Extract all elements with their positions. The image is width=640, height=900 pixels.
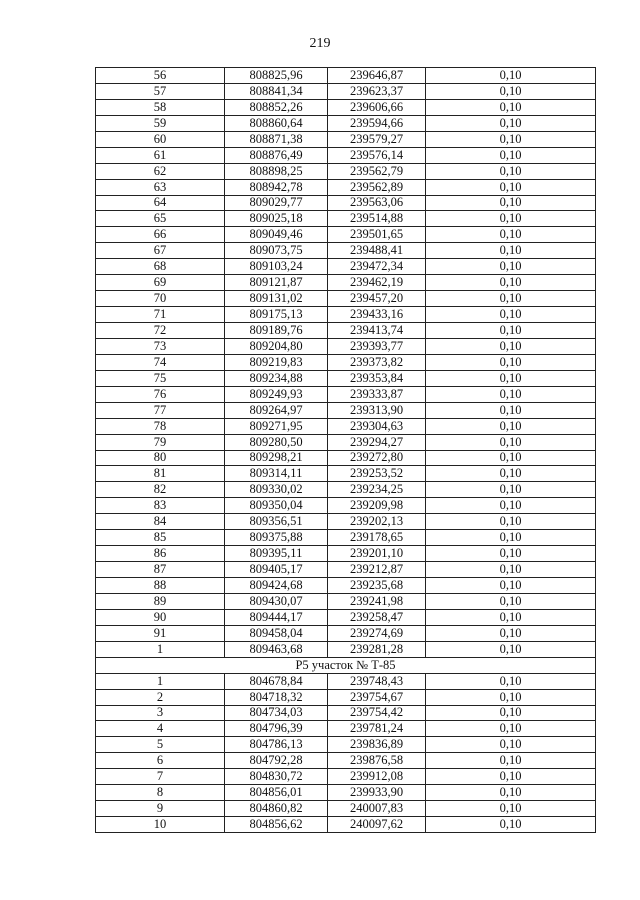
- accuracy-cell: 0,10: [426, 737, 596, 753]
- x-coordinate-cell: 804678,84: [225, 673, 328, 689]
- point-number-cell: 89: [96, 593, 225, 609]
- table-row: [96, 275, 596, 291]
- accuracy-cell: 0,10: [426, 259, 596, 275]
- table-row: [96, 705, 596, 721]
- accuracy-cell: 0,10: [426, 593, 596, 609]
- x-coordinate-cell: 809405,17: [225, 562, 328, 578]
- table-row: [96, 83, 596, 99]
- y-coordinate-cell: 239333,87: [328, 386, 426, 402]
- table-row: [96, 578, 596, 594]
- x-coordinate-cell: 808876,49: [225, 147, 328, 163]
- point-number-cell: 73: [96, 338, 225, 354]
- x-coordinate-cell: 804796,39: [225, 721, 328, 737]
- point-number-cell: 86: [96, 546, 225, 562]
- table-row: [96, 625, 596, 641]
- point-number-cell: 64: [96, 195, 225, 211]
- x-coordinate-cell: 809189,76: [225, 323, 328, 339]
- y-coordinate-cell: 239562,89: [328, 179, 426, 195]
- y-coordinate-cell: 239594,66: [328, 115, 426, 131]
- point-number-cell: 77: [96, 402, 225, 418]
- y-coordinate-cell: 239304,63: [328, 418, 426, 434]
- table-row: [96, 195, 596, 211]
- x-coordinate-cell: 804734,03: [225, 705, 328, 721]
- point-number-cell: 87: [96, 562, 225, 578]
- accuracy-cell: 0,10: [426, 466, 596, 482]
- y-coordinate-cell: 239876,58: [328, 753, 426, 769]
- accuracy-cell: 0,10: [426, 769, 596, 785]
- section-header-row: [96, 657, 596, 673]
- section-title: Р5 участок № Т-85: [96, 657, 596, 673]
- accuracy-cell: 0,10: [426, 562, 596, 578]
- y-coordinate-cell: 239576,14: [328, 147, 426, 163]
- point-number-cell: 63: [96, 179, 225, 195]
- point-number-cell: 62: [96, 163, 225, 179]
- x-coordinate-cell: 809356,51: [225, 514, 328, 530]
- x-coordinate-cell: 809219,83: [225, 354, 328, 370]
- point-number-cell: 83: [96, 498, 225, 514]
- table-row: [96, 450, 596, 466]
- accuracy-cell: 0,10: [426, 753, 596, 769]
- accuracy-cell: 0,10: [426, 179, 596, 195]
- table-row: [96, 402, 596, 418]
- x-coordinate-cell: 804786,13: [225, 737, 328, 753]
- x-coordinate-cell: 809350,04: [225, 498, 328, 514]
- point-number-cell: 82: [96, 482, 225, 498]
- point-number-cell: 71: [96, 307, 225, 323]
- y-coordinate-cell: 239274,69: [328, 625, 426, 641]
- accuracy-cell: 0,10: [426, 370, 596, 386]
- table-row: [96, 370, 596, 386]
- accuracy-cell: 0,10: [426, 817, 596, 833]
- y-coordinate-cell: 239562,79: [328, 163, 426, 179]
- y-coordinate-cell: 239462,19: [328, 275, 426, 291]
- y-coordinate-cell: 239754,67: [328, 689, 426, 705]
- accuracy-cell: 0,10: [426, 147, 596, 163]
- accuracy-cell: 0,10: [426, 211, 596, 227]
- x-coordinate-cell: 808841,34: [225, 83, 328, 99]
- table-row: [96, 68, 596, 84]
- point-number-cell: 4: [96, 721, 225, 737]
- x-coordinate-cell: 809298,21: [225, 450, 328, 466]
- table-row: [96, 418, 596, 434]
- y-coordinate-cell: 239373,82: [328, 354, 426, 370]
- table-row: [96, 338, 596, 354]
- x-coordinate-cell: 808871,38: [225, 131, 328, 147]
- accuracy-cell: 0,10: [426, 641, 596, 657]
- coordinates-table: [95, 67, 596, 833]
- point-number-cell: 60: [96, 131, 225, 147]
- x-coordinate-cell: 809444,17: [225, 609, 328, 625]
- x-coordinate-cell: 809424,68: [225, 578, 328, 594]
- x-coordinate-cell: 804830,72: [225, 769, 328, 785]
- x-coordinate-cell: 808860,64: [225, 115, 328, 131]
- accuracy-cell: 0,10: [426, 705, 596, 721]
- table-row: [96, 721, 596, 737]
- point-number-cell: 68: [96, 259, 225, 275]
- accuracy-cell: 0,10: [426, 131, 596, 147]
- point-number-cell: 78: [96, 418, 225, 434]
- y-coordinate-cell: 239281,28: [328, 641, 426, 657]
- accuracy-cell: 0,10: [426, 673, 596, 689]
- y-coordinate-cell: 239754,42: [328, 705, 426, 721]
- x-coordinate-cell: 808852,26: [225, 99, 328, 115]
- x-coordinate-cell: 809458,04: [225, 625, 328, 641]
- y-coordinate-cell: 239579,27: [328, 131, 426, 147]
- point-number-cell: 69: [96, 275, 225, 291]
- point-number-cell: 75: [96, 370, 225, 386]
- accuracy-cell: 0,10: [426, 578, 596, 594]
- table-row: [96, 354, 596, 370]
- table-row: [96, 737, 596, 753]
- table-row: [96, 147, 596, 163]
- table-row: [96, 769, 596, 785]
- point-number-cell: 79: [96, 434, 225, 450]
- point-number-cell: 56: [96, 68, 225, 84]
- page-number: 219: [309, 36, 331, 51]
- accuracy-cell: 0,10: [426, 323, 596, 339]
- x-coordinate-cell: 804856,62: [225, 817, 328, 833]
- y-coordinate-cell: 239606,66: [328, 99, 426, 115]
- point-number-cell: 91: [96, 625, 225, 641]
- table-row: [96, 291, 596, 307]
- accuracy-cell: 0,10: [426, 275, 596, 291]
- accuracy-cell: 0,10: [426, 689, 596, 705]
- accuracy-cell: 0,10: [426, 307, 596, 323]
- table-row: [96, 801, 596, 817]
- y-coordinate-cell: 239202,13: [328, 514, 426, 530]
- point-number-cell: 74: [96, 354, 225, 370]
- point-number-cell: 61: [96, 147, 225, 163]
- x-coordinate-cell: 809314,11: [225, 466, 328, 482]
- table-row: [96, 466, 596, 482]
- point-number-cell: 81: [96, 466, 225, 482]
- point-number-cell: 8: [96, 785, 225, 801]
- y-coordinate-cell: 239457,20: [328, 291, 426, 307]
- x-coordinate-cell: 809395,11: [225, 546, 328, 562]
- table-row: [96, 259, 596, 275]
- point-number-cell: 80: [96, 450, 225, 466]
- y-coordinate-cell: 239353,84: [328, 370, 426, 386]
- y-coordinate-cell: 239413,74: [328, 323, 426, 339]
- y-coordinate-cell: 239472,34: [328, 259, 426, 275]
- accuracy-cell: 0,10: [426, 498, 596, 514]
- y-coordinate-cell: 239178,65: [328, 530, 426, 546]
- y-coordinate-cell: 239272,80: [328, 450, 426, 466]
- accuracy-cell: 0,10: [426, 338, 596, 354]
- accuracy-cell: 0,10: [426, 163, 596, 179]
- table-row: [96, 131, 596, 147]
- y-coordinate-cell: 240007,83: [328, 801, 426, 817]
- point-number-cell: 72: [96, 323, 225, 339]
- x-coordinate-cell: 809103,24: [225, 259, 328, 275]
- table-row: [96, 530, 596, 546]
- table-row: [96, 386, 596, 402]
- accuracy-cell: 0,10: [426, 721, 596, 737]
- y-coordinate-cell: 239563,06: [328, 195, 426, 211]
- y-coordinate-cell: 239241,98: [328, 593, 426, 609]
- y-coordinate-cell: 239209,98: [328, 498, 426, 514]
- x-coordinate-cell: 809175,13: [225, 307, 328, 323]
- point-number-cell: 59: [96, 115, 225, 131]
- point-number-cell: 85: [96, 530, 225, 546]
- table-row: [96, 323, 596, 339]
- accuracy-cell: 0,10: [426, 450, 596, 466]
- table-row: [96, 609, 596, 625]
- x-coordinate-cell: 809121,87: [225, 275, 328, 291]
- y-coordinate-cell: 240097,62: [328, 817, 426, 833]
- accuracy-cell: 0,10: [426, 482, 596, 498]
- table-row: [96, 243, 596, 259]
- x-coordinate-cell: 808898,25: [225, 163, 328, 179]
- table-row: [96, 434, 596, 450]
- point-number-cell: 84: [96, 514, 225, 530]
- x-coordinate-cell: 809029,77: [225, 195, 328, 211]
- y-coordinate-cell: 239623,37: [328, 83, 426, 99]
- x-coordinate-cell: 809463,68: [225, 641, 328, 657]
- x-coordinate-cell: 804792,28: [225, 753, 328, 769]
- table-row: [96, 99, 596, 115]
- accuracy-cell: 0,10: [426, 68, 596, 84]
- y-coordinate-cell: 239294,27: [328, 434, 426, 450]
- table-row: [96, 514, 596, 530]
- table-row: [96, 115, 596, 131]
- x-coordinate-cell: 809234,88: [225, 370, 328, 386]
- table-row: [96, 163, 596, 179]
- point-number-cell: 10: [96, 817, 225, 833]
- x-coordinate-cell: 808825,96: [225, 68, 328, 84]
- x-coordinate-cell: 809073,75: [225, 243, 328, 259]
- table-row: [96, 753, 596, 769]
- accuracy-cell: 0,10: [426, 801, 596, 817]
- point-number-cell: 6: [96, 753, 225, 769]
- accuracy-cell: 0,10: [426, 227, 596, 243]
- table-row: [96, 546, 596, 562]
- x-coordinate-cell: 809430,07: [225, 593, 328, 609]
- table-row: [96, 562, 596, 578]
- table-row: [96, 785, 596, 801]
- x-coordinate-cell: 809249,93: [225, 386, 328, 402]
- y-coordinate-cell: 239912,08: [328, 769, 426, 785]
- x-coordinate-cell: 809204,80: [225, 338, 328, 354]
- x-coordinate-cell: 804860,82: [225, 801, 328, 817]
- x-coordinate-cell: 809271,95: [225, 418, 328, 434]
- accuracy-cell: 0,10: [426, 418, 596, 434]
- accuracy-cell: 0,10: [426, 546, 596, 562]
- y-coordinate-cell: 239201,10: [328, 546, 426, 562]
- accuracy-cell: 0,10: [426, 514, 596, 530]
- y-coordinate-cell: 239393,77: [328, 338, 426, 354]
- point-number-cell: 76: [96, 386, 225, 402]
- accuracy-cell: 0,10: [426, 386, 596, 402]
- y-coordinate-cell: 239781,24: [328, 721, 426, 737]
- y-coordinate-cell: 239933,90: [328, 785, 426, 801]
- x-coordinate-cell: 809375,88: [225, 530, 328, 546]
- y-coordinate-cell: 239433,16: [328, 307, 426, 323]
- y-coordinate-cell: 239836,89: [328, 737, 426, 753]
- table-row: [96, 227, 596, 243]
- table-row: [96, 641, 596, 657]
- table-row: [96, 817, 596, 833]
- accuracy-cell: 0,10: [426, 195, 596, 211]
- point-number-cell: 66: [96, 227, 225, 243]
- x-coordinate-cell: 809264,97: [225, 402, 328, 418]
- coordinates-table-body: [96, 68, 596, 833]
- accuracy-cell: 0,10: [426, 99, 596, 115]
- y-coordinate-cell: 239212,87: [328, 562, 426, 578]
- accuracy-cell: 0,10: [426, 530, 596, 546]
- table-row: [96, 482, 596, 498]
- accuracy-cell: 0,10: [426, 625, 596, 641]
- accuracy-cell: 0,10: [426, 83, 596, 99]
- x-coordinate-cell: 804856,01: [225, 785, 328, 801]
- accuracy-cell: 0,10: [426, 243, 596, 259]
- x-coordinate-cell: 809280,50: [225, 434, 328, 450]
- accuracy-cell: 0,10: [426, 785, 596, 801]
- table-row: [96, 689, 596, 705]
- y-coordinate-cell: 239514,88: [328, 211, 426, 227]
- x-coordinate-cell: 809025,18: [225, 211, 328, 227]
- x-coordinate-cell: 809049,46: [225, 227, 328, 243]
- y-coordinate-cell: 239646,87: [328, 68, 426, 84]
- accuracy-cell: 0,10: [426, 354, 596, 370]
- point-number-cell: 1: [96, 673, 225, 689]
- table-row: [96, 211, 596, 227]
- accuracy-cell: 0,10: [426, 291, 596, 307]
- y-coordinate-cell: 239258,47: [328, 609, 426, 625]
- accuracy-cell: 0,10: [426, 609, 596, 625]
- y-coordinate-cell: 239488,41: [328, 243, 426, 259]
- accuracy-cell: 0,10: [426, 402, 596, 418]
- table-row: [96, 593, 596, 609]
- table-row: [96, 179, 596, 195]
- y-coordinate-cell: 239235,68: [328, 578, 426, 594]
- point-number-cell: 65: [96, 211, 225, 227]
- point-number-cell: 2: [96, 689, 225, 705]
- point-number-cell: 7: [96, 769, 225, 785]
- y-coordinate-cell: 239748,43: [328, 673, 426, 689]
- point-number-cell: 70: [96, 291, 225, 307]
- x-coordinate-cell: 809131,02: [225, 291, 328, 307]
- table-row: [96, 673, 596, 689]
- x-coordinate-cell: 809330,02: [225, 482, 328, 498]
- point-number-cell: 3: [96, 705, 225, 721]
- point-number-cell: 88: [96, 578, 225, 594]
- accuracy-cell: 0,10: [426, 434, 596, 450]
- y-coordinate-cell: 239313,90: [328, 402, 426, 418]
- point-number-cell: 1: [96, 641, 225, 657]
- y-coordinate-cell: 239253,52: [328, 466, 426, 482]
- point-number-cell: 58: [96, 99, 225, 115]
- point-number-cell: 9: [96, 801, 225, 817]
- point-number-cell: 57: [96, 83, 225, 99]
- y-coordinate-cell: 239234,25: [328, 482, 426, 498]
- point-number-cell: 67: [96, 243, 225, 259]
- point-number-cell: 5: [96, 737, 225, 753]
- x-coordinate-cell: 808942,78: [225, 179, 328, 195]
- y-coordinate-cell: 239501,65: [328, 227, 426, 243]
- point-number-cell: 90: [96, 609, 225, 625]
- x-coordinate-cell: 804718,32: [225, 689, 328, 705]
- table-row: [96, 498, 596, 514]
- table-row: [96, 307, 596, 323]
- accuracy-cell: 0,10: [426, 115, 596, 131]
